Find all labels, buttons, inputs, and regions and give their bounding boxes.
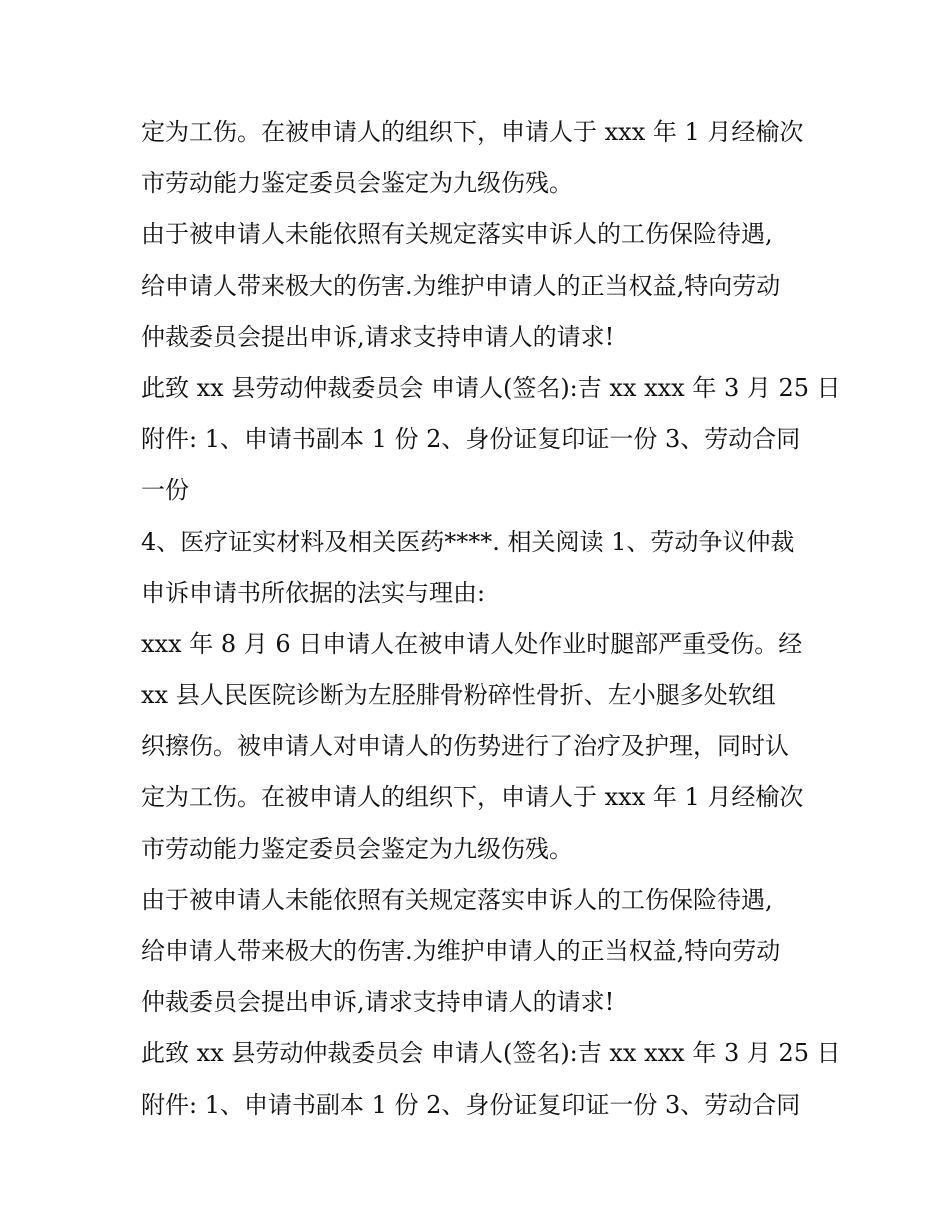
text-line: 4、医疗证实材料及相关医药****. 相关阅读 1、劳动争议仲裁 (141, 527, 795, 556)
text-line: 给申请人带来极大的伤害.为维护申请人的正当权益,特向劳动 (141, 271, 781, 300)
text-line: 此致 xx 县劳动仲裁委员会 申请人(签名):吉 xx xxx 年 3 月 25 日 (141, 1039, 841, 1068)
text-line: 市劳动能力鉴定委员会鉴定为九级伤残。 (141, 169, 573, 198)
text-line: 申诉申请书所依据的法实与理由: (141, 578, 486, 607)
text-line: 给申请人带来极大的伤害.为维护申请人的正当权益,特向劳动 (141, 937, 781, 965)
text-line: 市劳动能力鉴定委员会鉴定为九级伤残。 (141, 834, 573, 863)
text-line: 定为工伤。在被申请人的组织下，申请人于 xxx 年 1 月经榆次 (141, 783, 804, 812)
document-body (141, 107, 841, 1131)
text-line: 织擦伤。被申请人对申请人的伤势进行了治疗及护理，同时认 (141, 732, 789, 761)
text-line: 由于被申请人未能依照有关规定落实申诉人的工伤保险待遇, (141, 885, 773, 914)
text-line: 附件: 1、申请书副本 1 份 2、身份证复印证一份 3、劳动合同 (141, 1090, 801, 1119)
text-line: 此致 xx 县劳动仲裁委员会 申请人(签名):吉 xx xxx 年 3 月 25 日 (141, 373, 841, 402)
text-line: 仲裁委员会提出申诉,请求支持申请人的请求! (141, 988, 615, 1017)
text-line: 仲裁委员会提出申诉,请求支持申请人的请求! (141, 322, 615, 351)
text-line: xx 县人民医院诊断为左胫腓骨粉碎性骨折、左小腿多处软组 (141, 681, 776, 710)
text-line: 由于被申请人未能依照有关规定落实申诉人的工伤保险待遇, (141, 220, 773, 249)
text-line: 定为工伤。在被申请人的组织下，申请人于 xxx 年 1 月经榆次 (141, 118, 804, 146)
text-line: 一份 (141, 476, 189, 505)
text-line: 附件: 1、申请书副本 1 份 2、身份证复印证一份 3、劳动合同 (141, 425, 801, 454)
text-line: xxx 年 8 月 6 日申请人在被申请人处作业时腿部严重受伤。经 (141, 629, 803, 658)
